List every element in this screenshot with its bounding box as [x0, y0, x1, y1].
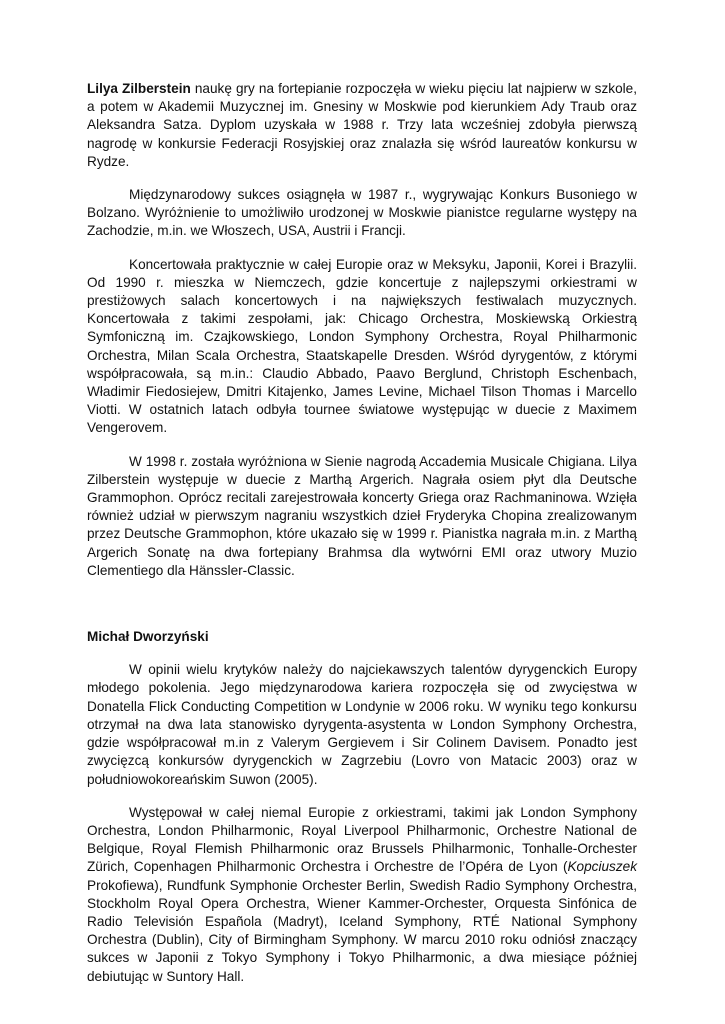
dworzynski-paragraph-2-text-a: Występował w całej niemal Europie z orkiestrami, takimi jak London Symphony Orchestra, London Philharmonic, Royal Liverpool Philharmonic, Orchestre National de Belgique, Royal Flemish Philharmonic oraz Brussels Philharmonic, Tonhalle-Orchester Zürich, Copenhagen Philharmonic Orchestra i Orchestre de l’Opéra de Lyon ( [87, 804, 637, 875]
dworzynski-paragraph-2-text-b: Prokofiewa), Rundfunk Symphonie Orchester Berlin, Swedish Radio Symphony Orchestra, Stockholm Royal Opera Orchestra, Wiener Kammer-Orchester, Orquesta Sinfónica de Radio Televisión Española (Madryt), Iceland Symphony, RTÉ National Symphony Orchestra (Dublin), City of Birmingham Symphony. W marcu 2010 roku odniósł znaczący sukces w Japonii z Tokyo Symphony i Tokyo Philharmonic, a dwa miesiące później debiutując w Suntory Hall. [87, 877, 637, 984]
kopciuszek-title: Kopciuszek [567, 859, 637, 875]
zilberstein-paragraph-1 [87, 80, 637, 171]
zilberstein-paragraph-2: Międzynarodowy sukces osiągnęła w 1987 r., wygrywając Konkurs Busoniego w Bolzano. Wyróżnienie to umożliwiło urodzonej w Moskwie pianistce regularne występy na Zachodzie, m.in. we Włoszech, USA, Austrii i Francji. [87, 187, 637, 239]
dworzynski-paragraph-1: W opinii wielu krytyków należy do najciekawszych talentów dyrygenckich Europy młodego pokolenia. Jego międzynarodowa kariera rozpoczęła się od zwycięstwa w Donatella Flick Conducting Competition w Londynie w 2006 roku. W wyniku tego konkursu otrzymał na dwa lata stanowisko dyrygenta-asystenta w London Symphony Orchestra, gdzie współpracował m.in z Valerym Gergievem i Sir Colinem Davisem. Ponadto jest zwycięzcą konkursów dyrygenckich w Zagrzebiu (Lovro von Matacic 2003) oraz w południowokoreańskim Suwon (2005). [87, 662, 637, 787]
zilberstein-paragraph-3: Koncertowała praktycznie w całej Europie oraz w Meksyku, Japonii, Korei i Brazylii. Od 1990 r. mieszka w Niemczech, gdzie koncertuje z najlepszymi orkiestrami w prestiżowych salach koncertowych i na największych festiwalach muzycznych. Koncertowała z takimi zespołami, jak: Chicago Orchestra, Moskiewską Orkiestrą Symfoniczną im. Czajkowskiego, London Symphony Orchestra, Royal Philharmonic Orchestra, Milan Scala Orchestra, Staatskapelle Dresden. Wśród dyrygentów, z którymi współpracowała, są m.in.: Claudio Abbado, Paavo Berglund, Christoph Eschenbach, Władimir Fiedosiejew, Dmitri Kitajenko, James Levine, Michael Tilson Thomas i Marcello Viotti. W ostatnich latach odbyła tournee światowe występując w duecie z Maximem Vengerovem. [87, 256, 637, 436]
zilberstein-name: Lilya Zilberstein [87, 81, 191, 96]
dworzynski-heading: Michał Dworzyński [87, 629, 209, 645]
document-page [87, 80, 637, 986]
dworzynski-paragraph-2 [87, 804, 637, 986]
zilberstein-paragraph-4: W 1998 r. została wyróżniona w Sienie nagrodą Accademia Musicale Chigiana. Lilya Zilberstein występuje w duecie z Marthą Argerich. Nagrała osiem płyt dla Deutsche Grammophon. Oprócz recitali zarejestrowała koncerty Griega oraz Rachmaninowa. Wzięła również udział w pierwszym nagraniu wszystkich dzieł Fryderyka Chopina zrealizowanym przez Deutsche Grammophon, które ukazało się w 1999 r. Pianistka nagrała m.in. z Marthą Argerich Sonatę na dwa fortepiany Brahmsa dla wytwórni EMI oraz utwory Muzio Clementiego dla Hänssler-Classic. [87, 453, 637, 578]
zilberstein-paragraph-1-text: naukę gry na fortepianie rozpoczęła w wieku pięciu lat najpierw w szkole, a potem w Akademii Muzycznej im. Gnesiny w Moskwie pod kierunkiem Ady Traub oraz Aleksandra Satza. Dyplom uzyskała w 1988 r. Trzy lata wcześniej zdobyła pierwszą nagrodę w konkursie Federacji Rosyjskiej oraz znalazła się wśród laureatów konkursu w Rydze. [87, 81, 637, 169]
